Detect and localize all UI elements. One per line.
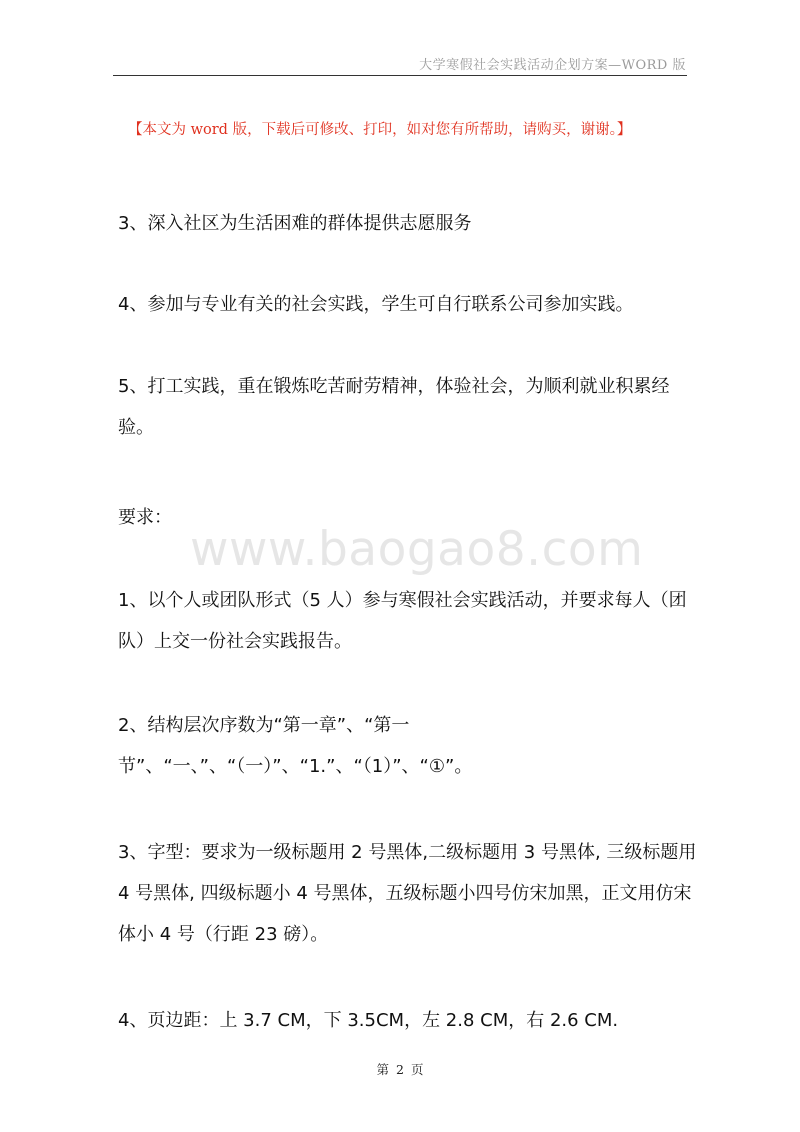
- paragraph-item-3: 3、深入社区为生活困难的群体提供志愿服务: [118, 213, 472, 234]
- header-rule: [113, 75, 687, 76]
- page-number-suffix: 页: [410, 1062, 424, 1077]
- requirement-4: 4、页边距：上 3.7 CM，下 3.5CM，左 2.8 CM，右 2.6 CM.: [118, 1010, 619, 1031]
- page-number-value: 2: [396, 1062, 404, 1077]
- requirement-3: 3、字型：要求为一级标题用 2 号黑体,二级标题用 3 号黑体, 三级标题用 4 号黑体, 四级标题小 4 号黑体，五级标题小四号仿宋加黑，正文用仿宋体小 4 号（行距 23 磅）。: [118, 842, 697, 945]
- requirements-heading: 要求：: [118, 507, 172, 528]
- paragraph-item-5: 5、打工实践，重在锻炼吃苦耐劳精神，体验社会，为顺利就业积累经验。: [118, 376, 670, 438]
- download-notice: 【本文为 word 版，下载后可修改、打印，如对您有所帮助，请购买，谢谢。】: [128, 122, 632, 138]
- paragraph-item-4: 4、参加与专业有关的社会实践，学生可自行联系公司参加实践。: [118, 294, 634, 315]
- page-number-prefix: 第: [376, 1062, 390, 1077]
- page-number: [0, 1060, 800, 1078]
- watermark: www.baogao8.com: [190, 522, 644, 577]
- requirement-1: 1、以个人或团队形式（5 人）参与寒假社会实践活动，并要求每人（团队）上交一份社会实践报告。: [118, 590, 687, 652]
- page-header-title: 大学寒假社会实践活动企划方案—WORD 版: [419, 58, 686, 73]
- requirement-2: 2、结构层次序数为“第一章”、“第一节”、“一、”、“（一）”、“1.”、“（1）”、“①”。: [118, 715, 473, 777]
